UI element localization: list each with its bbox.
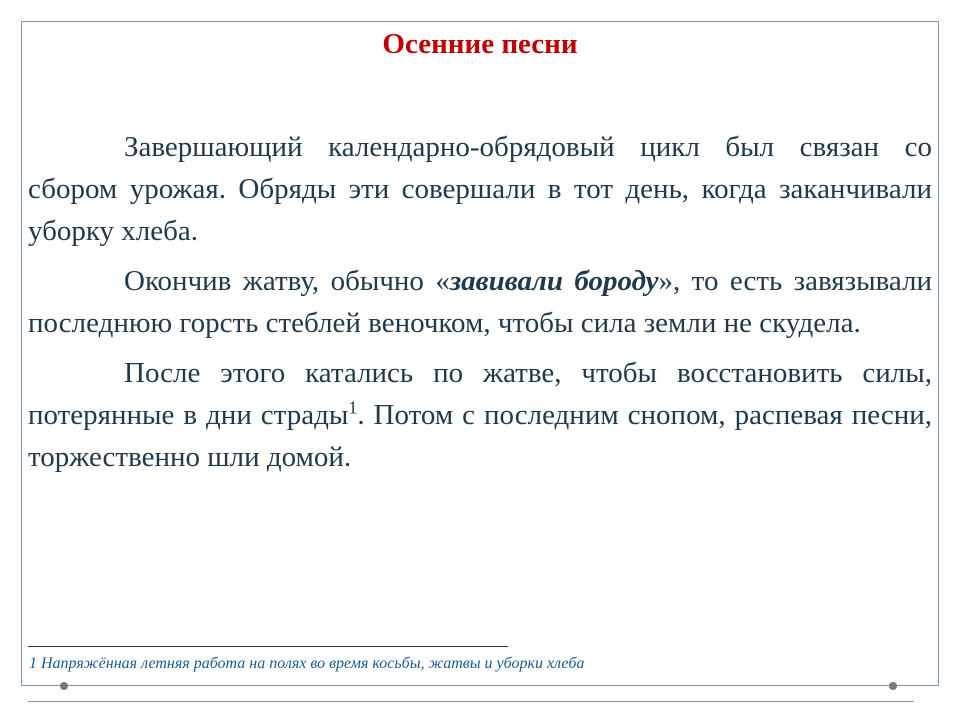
paragraph-2-start: Окончив жатву, обычно « [124,265,450,297]
footnote-reference: 1 [348,397,358,418]
slide-body [28,126,932,486]
footnote-text: 1 Напряжённая летняя работа на полях во время косьбы, жатвы и уборки хлеба [29,655,585,672]
bottom-rule [28,701,914,702]
corner-dot-right [889,682,897,690]
corner-dot-left [60,682,68,690]
paragraph-3 [28,352,932,478]
paragraph-1: Завершающий календарно-обрядовый цикл был связан со сбором урожая. Обряды эти совершали в тот день, когда заканчивали уборку хлеба. [28,131,932,247]
emphasized-phrase: завивали бороду [449,265,659,297]
paragraph-2 [28,260,932,344]
footnote-divider [28,646,508,647]
paragraph-2-end: », то есть завязывали последнюю горсть стеблей веночком, чтобы сила земли не скудела. [28,265,932,339]
paragraph-3-start: После этого катались по жатве, чтобы восстановить силы, потерянные в дни страды [28,357,932,431]
slide-title: Осенние песни [382,28,578,60]
paragraph-3-end: . Потом с последним снопом, распевая песни, торжественно шли домой. [28,399,932,473]
